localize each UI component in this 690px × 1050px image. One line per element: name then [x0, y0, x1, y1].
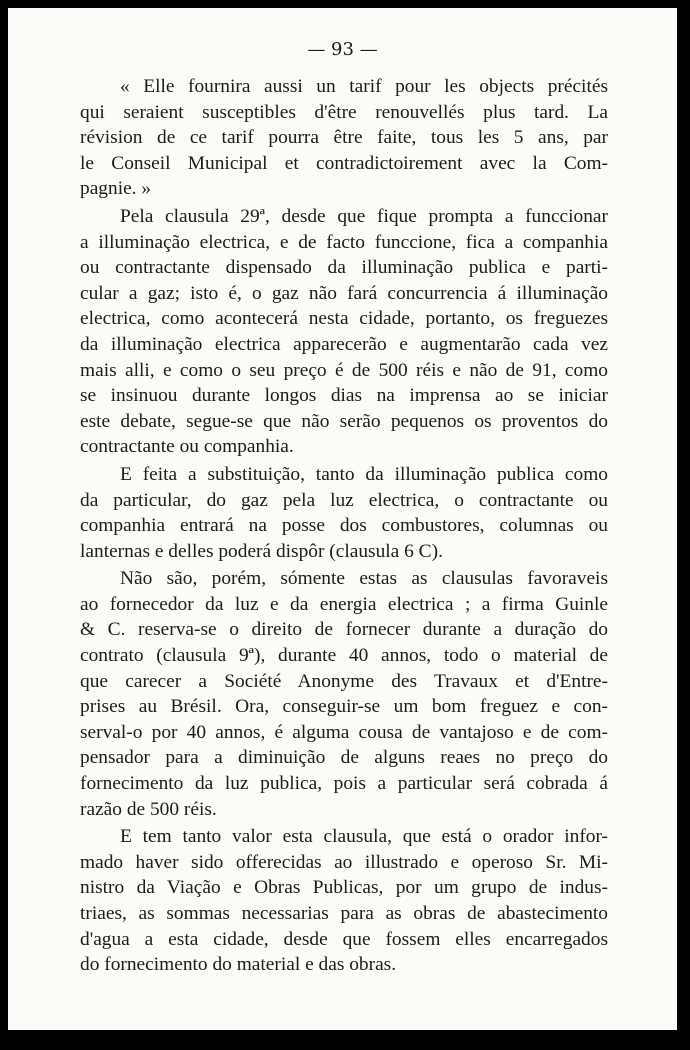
- text-line: do fornecimento do material e das obras.: [80, 954, 397, 976]
- text-line: da particular, do gaz pela luz electrica, o contractante ou: [80, 489, 608, 511]
- text-line: pagnie. »: [80, 178, 152, 200]
- text-line: ao fornecedor da luz e da energia electrica ; a firma Guinle: [80, 593, 608, 615]
- text-line: companhia entrará na posse dos combustores, columnas ou: [80, 515, 608, 537]
- text-line: serval-o por 40 annos, é alguma cousa de vantajoso e de com-: [80, 721, 608, 743]
- paragraph-1: [80, 74, 608, 202]
- text-line: Não são, porém, sómente estas as clausulas favoraveis: [120, 568, 608, 590]
- text-line: triaes, as sommas necessarias para as obras de abastecimento: [80, 903, 608, 924]
- text-line: mais alli, e como o seu preço é de 500 réis e não de 91, como: [80, 359, 608, 381]
- text-line: fornecimento da luz publica, pois a particular será cobrada á: [80, 773, 608, 795]
- body-text: [80, 74, 608, 980]
- paragraph-3: [80, 462, 608, 564]
- paragraph-5: [80, 824, 608, 978]
- text-line: d'agua a esta cidade, desde que fossem elles encarregados: [80, 928, 608, 950]
- text-line: contrato (clausula 9ª), durante 40 annos, todo o material de: [80, 645, 608, 667]
- text-line: pensador para a diminuição de alguns reaes no preço do: [80, 747, 608, 769]
- text-line: révision de ce tarif pourra être faite, tous les 5 ans, par: [80, 127, 608, 149]
- text-line: a illuminação electrica, e de facto funccione, fica a companhia: [80, 231, 608, 253]
- text-line: qui seraient susceptibles d'être renouvellés plus tard. La: [80, 101, 608, 123]
- text-line: prises au Brésil. Ora, conseguir-se um bom freguez e con-: [80, 696, 608, 718]
- text-line: se insinuou durante longos dias na imprensa ao se iniciar: [80, 385, 608, 407]
- text-line: nistro da Viação e Obras Publicas, por um grupo de indus-: [80, 877, 608, 899]
- text-line: E feita a substituição, tanto da illuminação publica como: [120, 463, 608, 485]
- text-line: le Conseil Municipal et contradictoirement avec la Com-: [80, 152, 608, 174]
- text-line: razão de 500 réis.: [80, 798, 217, 820]
- text-line: « Elle fournira aussi un tarif pour les objects précités: [120, 76, 608, 97]
- text-line: & C. reserva-se o direito de fornecer durante a duração do: [80, 619, 608, 641]
- text-line: este debate, segue-se que não serão pequenos os proventos do: [80, 410, 608, 432]
- paragraph-2: [80, 204, 608, 460]
- paragraph-4: [80, 566, 608, 822]
- text-line: mado haver sido offerecidas ao illustrado e operoso Sr. Mi-: [80, 851, 608, 873]
- text-line: da illuminação electrica apparecerão e augmentarão cada vez: [80, 333, 608, 355]
- book-page: [8, 8, 677, 1030]
- text-line: contractante ou companhia.: [80, 436, 294, 458]
- text-line: E tem tanto valor esta clausula, que está o orador infor-: [120, 826, 608, 848]
- text-line: que carecer a Société Anonyme des Travaux et d'Entre-: [80, 670, 608, 692]
- text-line: ou contractante dispensado da illuminação publica e parti-: [80, 257, 608, 279]
- text-line: cular a gaz; isto é, o gaz não fará concurrencia á illuminação: [80, 282, 608, 304]
- text-line: lanternas e delles poderá dispôr (clausula 6 C).: [80, 540, 443, 562]
- text-line: electrica, como acontecerá nesta cidade, portanto, os freguezes: [80, 308, 608, 330]
- page-number: — 93 —: [307, 39, 378, 60]
- text-line: Pela clausula 29ª, desde que fique prompta a funccionar: [120, 205, 608, 227]
